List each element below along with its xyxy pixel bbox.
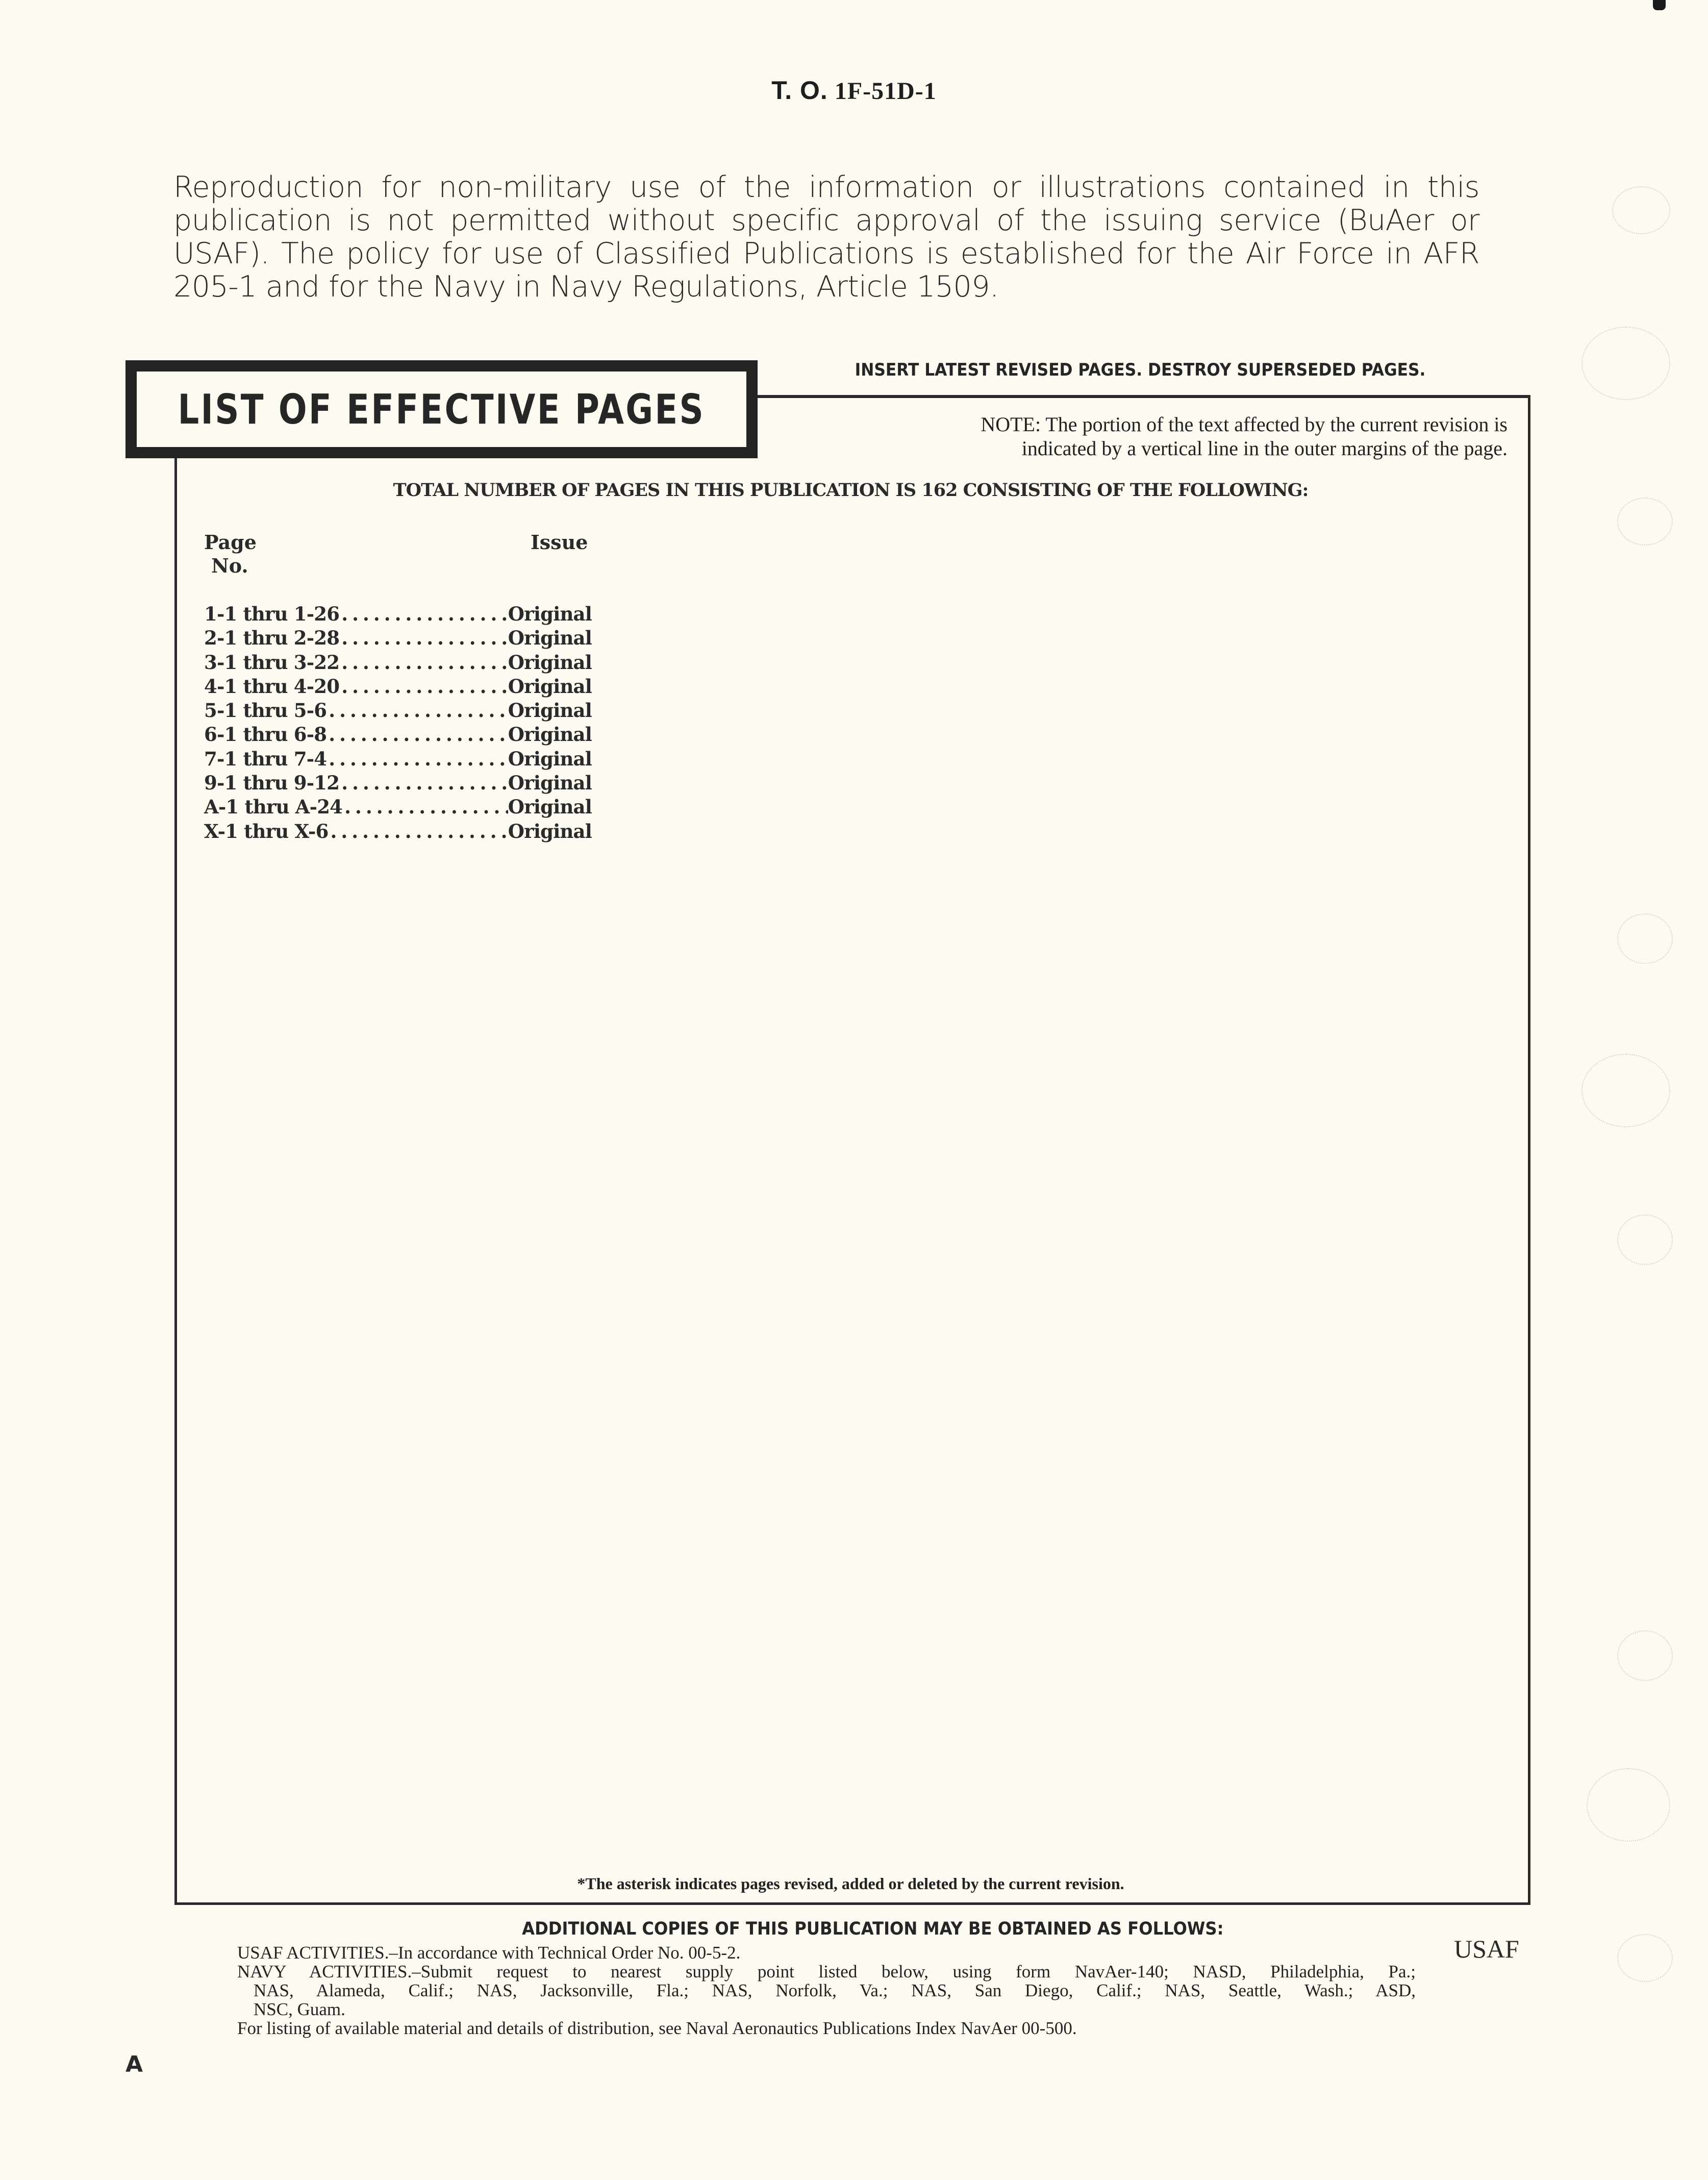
page-range: 4-1 thru 4-20	[204, 675, 340, 698]
issue-status: Original	[508, 796, 592, 819]
page-range: 3-1 thru 3-22	[204, 651, 340, 674]
issue-status: Original	[508, 603, 592, 625]
page-range: 1-1 thru 1-26	[204, 603, 340, 625]
issue-status: Original	[508, 820, 592, 843]
page-range: 7-1 thru 7-4	[204, 747, 327, 770]
usaf-activities-line: USAF ACTIVITIES.–In accordance with Technical Order No. 00-5-2.	[237, 1943, 741, 1963]
navy-activities-line2: NAS, Alameda, Calif.; NAS, Jacksonville, Fla.; NAS, Norfolk, Va.; NAS, San Diego, Calif.; NAS, Seattle, Wash.; ASD,	[254, 1980, 1416, 2000]
total-pages-statement: TOTAL NUMBER OF PAGES IN THIS PUBLICATION IS 162 CONSISTING OF THE FOLLOWING:	[393, 480, 1309, 501]
reproduction-notice	[173, 171, 1479, 304]
navy-activities-line3: NSC, Guam.	[254, 1999, 345, 2019]
asterisk-footnote: *The asterisk indicates pages revised, added or deleted by the current revision.	[577, 1874, 1124, 1893]
insert-instruction: INSERT LATEST REVISED PAGES. DESTROY SUPERSEDED PAGES.	[855, 360, 1426, 380]
column-header-page-line2: No.	[211, 554, 248, 577]
issue-status: Original	[508, 699, 592, 722]
effective-pages-box	[174, 395, 1530, 1905]
reproduction-notice-text: Reproduction for non-military use of the information or illustrations contained in this publication is not permitted without specific approval of the issuing service (BuAer or USAF). The policy for use of Classified Publications is established for the Air Force in AFR 205-1 and for the Navy in Navy Regulations, Article 1509.	[173, 170, 1479, 304]
additional-copies-heading: ADDITIONAL COPIES OF THIS PUBLICATION MAY BE OBTAINED AS FOLLOWS:	[522, 1919, 1224, 1939]
distribution-listing-line: For listing of available material and details of distribution, see Naval Aeronautics Publications Index NavAer 00-500.	[237, 2018, 1077, 2038]
punch-hole-outline	[1581, 1054, 1670, 1127]
punch-hole-outline	[1617, 1934, 1673, 1982]
punch-hole-outline	[1617, 1630, 1673, 1681]
page-range: 5-1 thru 5-6	[204, 699, 327, 722]
page-edge-mark	[1653, 0, 1666, 10]
page-range: 2-1 thru 2-28	[204, 627, 340, 650]
issue-status: Original	[508, 651, 592, 674]
page-range: 9-1 thru 9-12	[204, 772, 340, 795]
page-title: LIST OF EFFECTIVE PAGES	[178, 385, 706, 433]
issue-status: Original	[508, 627, 592, 650]
punch-hole-outline	[1581, 327, 1670, 400]
additional-copies-instructions	[237, 1943, 1416, 2038]
punch-hole-outline	[1617, 498, 1673, 546]
navy-activities-line1: NAVY ACTIVITIES.–Submit request to nearest supply point listed below, using form NavAer-140; NASD, Philadelphia, Pa.;	[237, 1962, 1416, 1981]
page-title-box	[125, 360, 758, 458]
service-label: USAF	[1454, 1935, 1519, 1963]
punch-hole-outline	[1617, 1215, 1673, 1265]
to-number: 1F-51D-1	[834, 78, 937, 105]
punch-hole-outline	[1612, 186, 1670, 234]
issue-status: Original	[508, 747, 592, 770]
column-header-issue: Issue	[531, 531, 588, 554]
revision-note-line1: NOTE: The portion of the text affected by the current revision is	[981, 413, 1508, 436]
punch-hole-outline	[1587, 1768, 1670, 1842]
page-range: A-1 thru A-24	[204, 796, 343, 819]
issue-status: Original	[508, 772, 592, 795]
issue-status: Original	[508, 675, 592, 698]
to-prefix: T. O.	[771, 76, 828, 105]
revision-note-line2: indicated by a vertical line in the outer margins of the page.	[1021, 437, 1508, 460]
punch-hole-outline	[1617, 913, 1673, 964]
column-header-page-line1: Page	[204, 531, 257, 554]
issue-status: Original	[508, 723, 592, 746]
page-range: X-1 thru X-6	[204, 820, 329, 843]
page-range: 6-1 thru 6-8	[204, 723, 327, 746]
technical-order-number	[0, 76, 1708, 105]
page-number: A	[125, 2051, 143, 2077]
